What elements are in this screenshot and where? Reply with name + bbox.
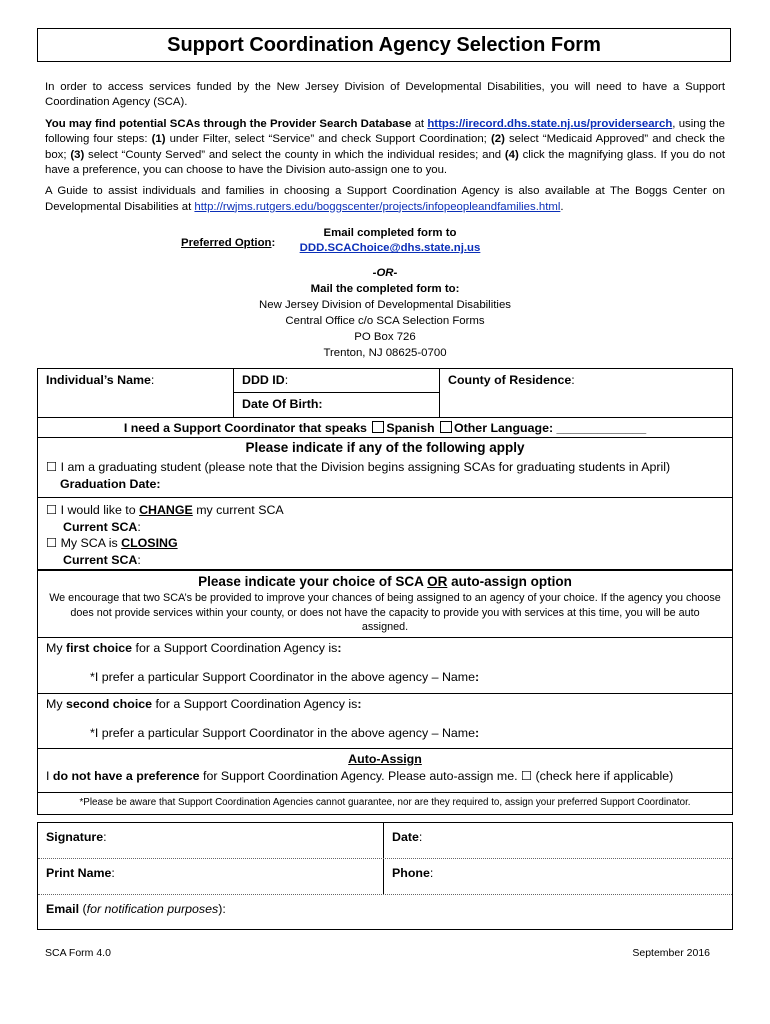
individual-name-label: Individual’s Name (46, 373, 151, 387)
auto-text-a: I (46, 768, 53, 783)
step-2: (2) (490, 133, 505, 146)
guide-text: A Guide to assist individuals and families in choosing a Support Coordination Agency is also available at The Boggs Center on Developmental Disabilities at (45, 185, 725, 213)
choice-heading (46, 573, 724, 591)
other-language-checkbox[interactable] (440, 421, 452, 433)
change-keyword: CHANGE (139, 503, 193, 517)
other-language-blank[interactable]: _____________ (556, 421, 647, 435)
county-label: County of Residence (448, 373, 572, 387)
boggs-center-link[interactable]: http://rwjms.rutgers.edu/boggscenter/projects/infopeopleandfamilies.html (194, 200, 561, 213)
signature-section (37, 822, 733, 930)
change-option[interactable] (46, 502, 724, 519)
colon: : (357, 697, 362, 711)
individual-name-field[interactable] (38, 369, 234, 417)
steps-text-c: select “Medicaid Approved” and check the box; (45, 133, 725, 161)
change-closing-row (38, 497, 732, 569)
provider-search-lead: You may find potential SCAs through the Provider Search Database (45, 117, 412, 130)
step-1: (1) (151, 133, 166, 146)
colon: : (475, 669, 480, 684)
preferred-option-label (181, 236, 275, 251)
first-choice-text: for a Support Coordination Agency is (132, 641, 338, 655)
steps-text-b: under Filter, select “Service” and check Support Coordination; (165, 133, 491, 146)
current-sca-label: Current SCA (63, 519, 138, 534)
name-phone-row (38, 858, 732, 894)
phone-label: Phone (392, 866, 430, 880)
county-of-residence-field[interactable] (440, 369, 732, 417)
current-sca-field-2[interactable] (46, 552, 724, 569)
form-title: Support Coordination Agency Selection Form (167, 33, 601, 56)
form-id: SCA Form 4.0 (45, 947, 111, 959)
steps-text-d: select “County Served” and select the county in which the individual resides; and (84, 148, 505, 161)
date-of-birth-field[interactable]: Date Of Birth: (242, 397, 323, 411)
paren-open: ( (79, 902, 87, 916)
graduating-label: I am a graduating student (please note that the Division begins assigning SCAs for graduating students in April) (60, 460, 671, 474)
email-submission (0, 226, 770, 266)
my-text: My (46, 641, 66, 655)
choice-note: We encourage that two SCA’s be provided to improve your chances of being assigned to an agency of your choice. If the agency you choose does not provide services within your county, or does not have the capacity to provide you with services at this time, you will be auto assigned. (49, 592, 721, 634)
change-checkbox[interactable]: ☐ (46, 503, 58, 517)
choice-heading-b: auto-assign option (447, 574, 572, 589)
change-text-c: my current SCA (192, 503, 284, 517)
signature-date-row (38, 823, 732, 858)
date-field[interactable] (384, 823, 732, 858)
sca-form-table (37, 368, 733, 815)
colon: : (137, 519, 141, 534)
first-choice-keyword: first choice (65, 641, 133, 655)
print-name-field[interactable] (38, 859, 384, 894)
change-text-a: I would like to (60, 503, 140, 517)
closing-keyword: CLOSING (121, 536, 178, 551)
form-date: September 2016 (632, 947, 710, 959)
graduating-option[interactable] (46, 459, 724, 476)
form-title-box (37, 28, 731, 62)
email-label: Email (46, 902, 80, 916)
provider-search-link[interactable]: https://irecord.dhs.state.nj.us/providersearch (427, 117, 673, 130)
period: . (560, 200, 564, 213)
steps-text-a: , using the following four steps: (45, 117, 725, 146)
second-coordinator-pref[interactable] (46, 725, 724, 742)
graduating-row (38, 457, 732, 497)
signature-label: Signature (46, 830, 104, 844)
colon: : (418, 830, 423, 844)
choice-header (38, 569, 732, 637)
email-address-link[interactable]: DDD.SCAChoice@dhs.state.nj.us (299, 242, 481, 255)
step-4: (4) (504, 148, 519, 161)
closing-option[interactable] (46, 535, 724, 552)
my-text: My (46, 697, 66, 711)
first-choice-row[interactable] (38, 637, 732, 693)
intro-paragraph-2 (45, 117, 725, 179)
steps-text-e: click the magnifying glass. If you do not have a preference, you can choose to have the Division auto-assign one to you. (45, 148, 725, 176)
colon: : (103, 830, 107, 844)
id-dob-column (234, 369, 440, 417)
date-label: Date (392, 830, 419, 844)
colon: : (571, 373, 575, 387)
ddd-id-label: DDD ID (242, 373, 285, 387)
choice-heading-a: Please indicate your choice of SCA (198, 574, 428, 589)
auto-assign-checkbox[interactable]: ☐ (521, 768, 533, 783)
colon: : (337, 641, 342, 655)
colon: : (150, 373, 155, 387)
current-sca-label: Current SCA (63, 553, 138, 568)
identity-row (38, 369, 732, 417)
apply-heading: Please indicate if any of the following apply (38, 437, 732, 457)
or-divider: -OR- (372, 267, 398, 279)
current-sca-field-1[interactable] (46, 519, 724, 536)
mail-submission (200, 266, 570, 362)
disclaimer: *Please be aware that Support Coordination Agencies cannot guarantee, nor are they required to, assign your preferred Support Coordinator. (38, 792, 732, 814)
graduating-checkbox[interactable]: ☐ (46, 460, 58, 474)
auto-assign-heading: Auto-Assign (348, 752, 422, 766)
preferred-option-text: Preferred Option (181, 237, 272, 249)
colon: : (475, 725, 480, 740)
step-3: (3) (70, 148, 85, 161)
paren-close: ): (218, 902, 226, 916)
prefer-text: *I prefer a particular Support Coordinator in the above agency – Name (90, 725, 476, 740)
colon: : (137, 553, 141, 568)
email-note: for notification purposes (86, 902, 219, 916)
colon: : (271, 237, 276, 249)
auto-assign-option[interactable] (46, 768, 724, 785)
language-prefix: I need a Support Coordinator that speaks (123, 421, 371, 435)
address-line: New Jersey Division of Developmental Disabilities (259, 298, 511, 311)
ddd-id-field[interactable] (234, 369, 439, 393)
closing-text-a: My SCA is (60, 536, 122, 551)
mail-heading: Mail the completed form to: (310, 282, 460, 295)
closing-checkbox[interactable]: ☐ (46, 536, 58, 551)
intro-section (45, 80, 725, 221)
print-name-label: Print Name (46, 866, 112, 880)
second-choice-text: for a Support Coordination Agency is (152, 697, 358, 711)
language-row (38, 417, 732, 437)
auto-text-c: for Support Coordination Agency. Please auto-assign me. (199, 768, 521, 783)
other-language-label: Other Language: (453, 421, 557, 435)
address-line: Trenton, NJ 08625-0700 (323, 346, 447, 359)
prefer-text: *I prefer a particular Support Coordinator in the above agency – Name (90, 669, 476, 684)
second-choice-label (46, 696, 724, 713)
signature-field[interactable] (38, 823, 384, 858)
second-choice-keyword: second choice (65, 697, 153, 711)
spanish-checkbox[interactable] (372, 421, 384, 433)
spanish-label: Spanish (386, 421, 438, 435)
first-choice-label (46, 640, 724, 657)
auto-text-d: (check here if applicable) (532, 768, 674, 783)
colon: : (429, 866, 434, 880)
intro-paragraph-1: In order to access services funded by the New Jersey Division of Developmental Disabilities, you will need to have a Support Coordination Agency (SCA). (45, 81, 725, 109)
address-line: Central Office c/o SCA Selection Forms (285, 314, 485, 327)
intro-paragraph-3 (45, 184, 725, 215)
address-line: PO Box 726 (354, 330, 416, 343)
email-center (290, 226, 490, 257)
choice-heading-or: OR (427, 574, 448, 589)
graduation-date-field[interactable]: Graduation Date: (60, 476, 161, 491)
colon: : (284, 373, 289, 387)
phone-field[interactable] (384, 859, 732, 894)
first-coordinator-pref[interactable] (46, 669, 724, 686)
second-choice-row[interactable] (38, 693, 732, 748)
auto-assign-row (38, 748, 732, 792)
text-at: at (411, 117, 428, 130)
no-preference-keyword: do not have a preference (52, 768, 200, 783)
email-field[interactable] (38, 894, 732, 929)
email-heading: Email completed form to (323, 227, 457, 239)
colon: : (111, 866, 115, 880)
